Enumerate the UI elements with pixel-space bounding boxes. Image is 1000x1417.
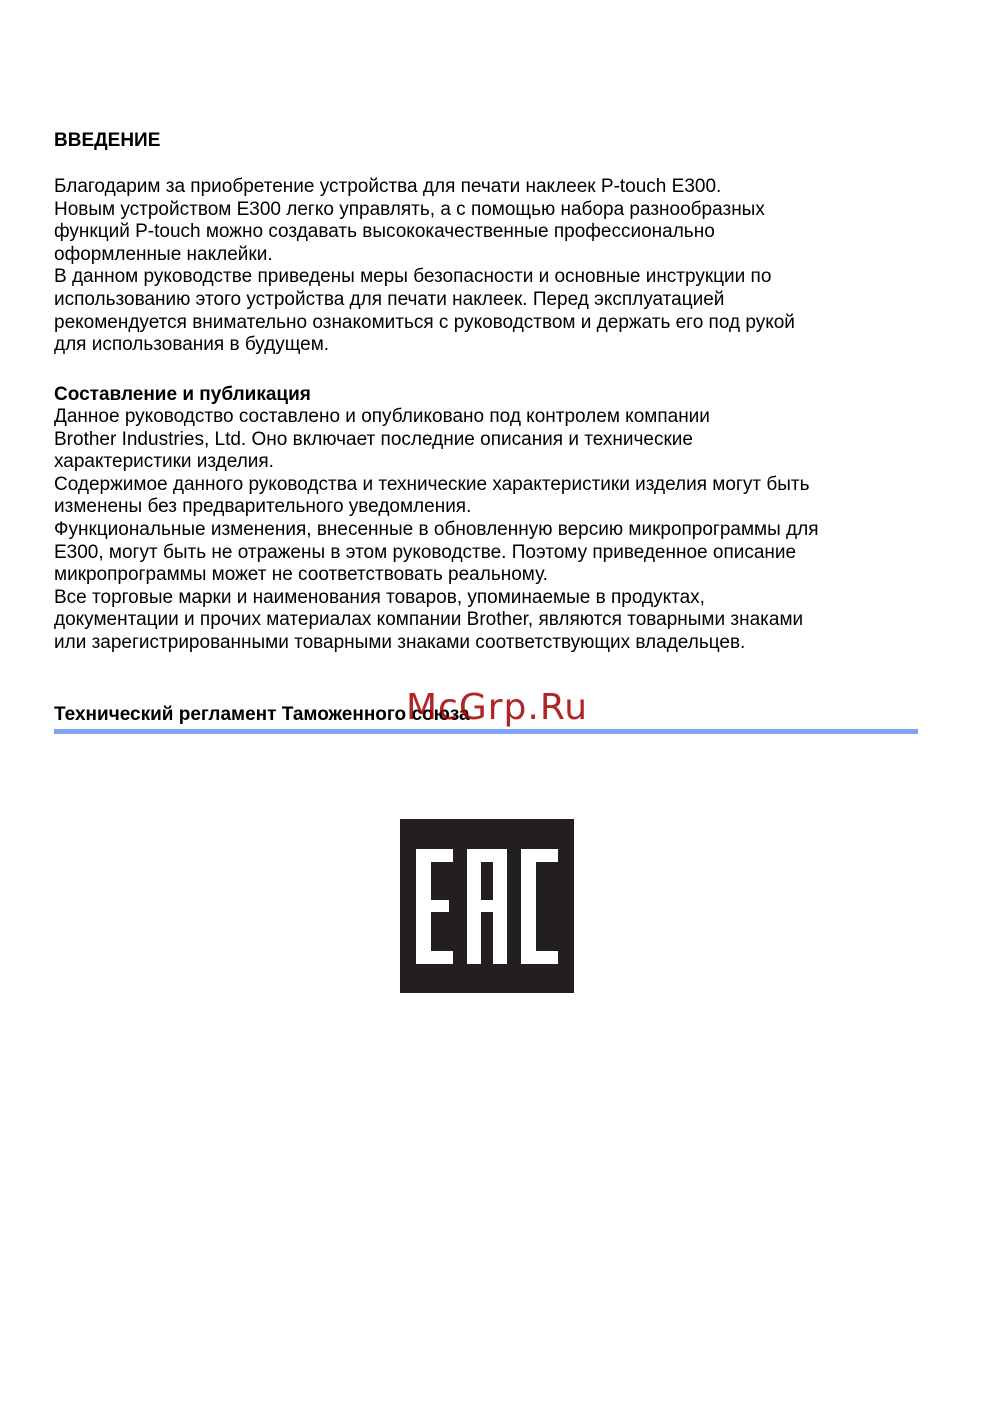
intro-line: рекомендуется внимательно ознакомиться с руководством и держать его под рукой bbox=[54, 311, 795, 333]
publication-line: Brother Industries, Ltd. Оно включает последние описания и технические bbox=[54, 428, 693, 450]
publication-line: микропрограммы может не соответствовать реальному. bbox=[54, 564, 548, 586]
intro-line: использованию этого устройства для печати наклеек. Перед эксплуатацией bbox=[54, 288, 725, 310]
publication-line: изменены без предварительного уведомления. bbox=[54, 496, 472, 518]
publication-line: документации и прочих материалах компании Brother, являются товарными знаками bbox=[54, 609, 804, 631]
watermark: McGrp.Ru bbox=[406, 687, 589, 728]
intro-line: В данном руководстве приведены меры безопасности и основные инструкции по bbox=[54, 266, 772, 288]
publication-line: Содержимое данного руководства и технические характеристики изделия могут быть bbox=[54, 473, 810, 495]
intro-text bbox=[54, 176, 934, 357]
intro-line: Новым устройством E300 легко управлять, а с помощью набора разнообразных bbox=[54, 198, 765, 220]
intro-line: Благодарим за приобретение устройства для печати наклеек P-touch E300. bbox=[54, 176, 722, 197]
publication-line: или зарегистрированными товарными знаками соответствующих владельцев. bbox=[54, 631, 746, 653]
section-divider bbox=[54, 729, 918, 734]
publication-line: Функциональные изменения, внесенные в обновленную версию микропрограммы для bbox=[54, 518, 819, 540]
publication-line: E300, могут быть не отражены в этом руководстве. Поэтому приведенное описание bbox=[54, 541, 797, 563]
eac-logo bbox=[400, 819, 574, 993]
publication-heading: Составление и публикация bbox=[54, 384, 311, 405]
publication-line: Все торговые марки и наименования товаров, упоминаемые в продуктах, bbox=[54, 586, 705, 608]
publication-line: Данное руководство составлено и опубликовано под контролем компании bbox=[54, 406, 710, 427]
intro-heading: ВВЕДЕНИЕ bbox=[54, 130, 161, 151]
intro-line: для использования в будущем. bbox=[54, 334, 330, 356]
regulation-heading: Технический регламент Таможенного союза bbox=[54, 704, 470, 725]
publication-line: характеристики изделия. bbox=[54, 451, 274, 473]
publication-text bbox=[54, 406, 934, 655]
intro-line: оформленные наклейки. bbox=[54, 243, 273, 265]
intro-line: функций P-touch можно создавать высококачественные профессионально bbox=[54, 221, 715, 243]
